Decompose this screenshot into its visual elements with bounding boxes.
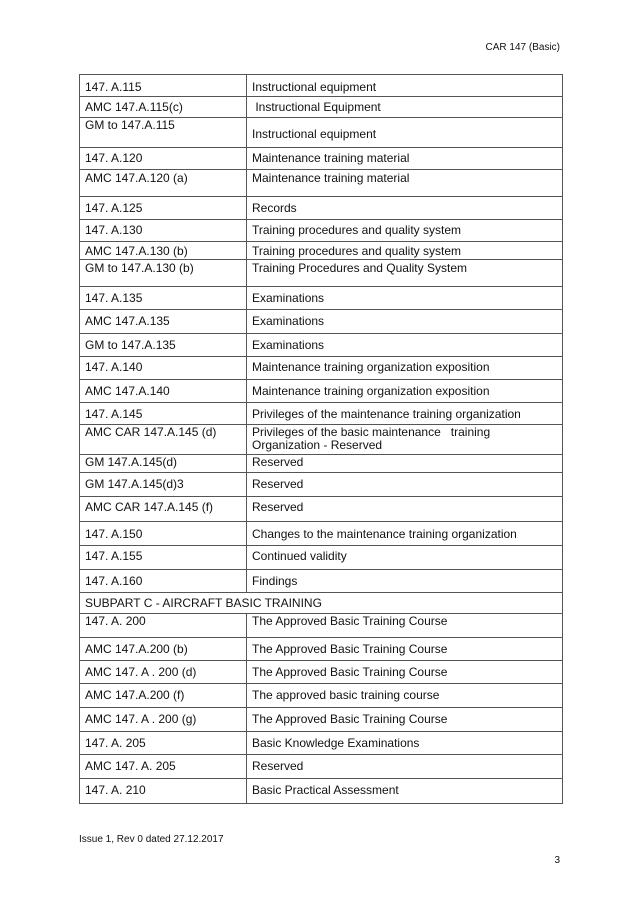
reference-cell: AMC 147. A . 200 (g) — [80, 708, 247, 732]
reference-cell: AMC 147.A.115(c) — [80, 97, 247, 118]
reference-cell: 147. A.130 — [80, 220, 247, 242]
title-cell: Basic Knowledge Examinations — [247, 732, 563, 755]
reference-cell: AMC 147.A.135 — [80, 310, 247, 334]
reference-cell: GM to 147.A.115 — [80, 118, 247, 148]
title-cell: Continued validity — [247, 546, 563, 570]
title-cell: Maintenance training material — [247, 170, 563, 197]
table-row — [80, 732, 563, 755]
title-cell: Maintenance training organization exposition — [247, 380, 563, 403]
reference-cell: 147. A.115 — [80, 75, 247, 97]
title-cell: Instructional equipment — [247, 118, 563, 148]
title-cell: Maintenance training organization exposition — [247, 357, 563, 380]
table-row — [80, 684, 563, 708]
table-row — [80, 661, 563, 684]
table-row — [80, 755, 563, 779]
section-heading-row — [80, 593, 563, 614]
reference-cell: AMC 147.A.140 — [80, 380, 247, 403]
table-row — [80, 614, 563, 638]
title-cell: Training procedures and quality system — [247, 242, 563, 260]
reference-cell: AMC 147.A.120 (a) — [80, 170, 247, 197]
table-row — [80, 148, 563, 170]
reference-cell: 147. A.150 — [80, 522, 247, 546]
table-row — [80, 403, 563, 425]
title-cell: The Approved Basic Training Course — [247, 638, 563, 661]
table-row — [80, 242, 563, 260]
title-cell: Records — [247, 197, 563, 220]
table-row — [80, 779, 563, 804]
title-cell: The approved basic training course — [247, 684, 563, 708]
title-cell: The Approved Basic Training Course — [247, 614, 563, 638]
table-row — [80, 118, 563, 148]
reference-cell: AMC CAR 147.A.145 (d) — [80, 425, 247, 455]
reference-cell: AMC 147. A . 200 (d) — [80, 661, 247, 684]
title-cell: Changes to the maintenance training organization — [247, 522, 563, 546]
reference-cell: AMC 147.A.200 (b) — [80, 638, 247, 661]
section-heading: SUBPART C - AIRCRAFT BASIC TRAINING — [80, 593, 563, 614]
contents-table — [79, 74, 563, 804]
title-cell: Reserved — [247, 755, 563, 779]
reference-cell: GM to 147.A.135 — [80, 334, 247, 357]
title-cell: Maintenance training material — [247, 148, 563, 170]
page-number: 3 — [554, 855, 560, 866]
table-row — [80, 380, 563, 403]
contents-table-body — [80, 75, 563, 804]
table-row — [80, 522, 563, 546]
reference-cell: 147. A.160 — [80, 570, 247, 593]
table-row — [80, 197, 563, 220]
table-row — [80, 638, 563, 661]
reference-cell: 147. A.155 — [80, 546, 247, 570]
table-row — [80, 287, 563, 310]
reference-cell: AMC 147.A.130 (b) — [80, 242, 247, 260]
reference-cell: 147. A.145 — [80, 403, 247, 425]
reference-cell: 147. A.135 — [80, 287, 247, 310]
table-row — [80, 570, 563, 593]
table-row — [80, 546, 563, 570]
reference-cell: GM 147.A.145(d)3 — [80, 473, 247, 497]
reference-cell: 147. A.120 — [80, 148, 247, 170]
table-row — [80, 310, 563, 334]
table-row — [80, 334, 563, 357]
reference-cell: 147. A.140 — [80, 357, 247, 380]
reference-cell: AMC CAR 147.A.145 (f) — [80, 497, 247, 522]
title-cell: Reserved — [247, 497, 563, 522]
title-cell: Reserved — [247, 455, 563, 473]
title-cell: The Approved Basic Training Course — [247, 661, 563, 684]
table-row — [80, 220, 563, 242]
table-row — [80, 455, 563, 473]
title-cell: Reserved — [247, 473, 563, 497]
title-cell: The Approved Basic Training Course — [247, 708, 563, 732]
title-cell: Training procedures and quality system — [247, 220, 563, 242]
title-cell: Instructional Equipment — [247, 97, 563, 118]
reference-cell: GM to 147.A.130 (b) — [80, 260, 247, 287]
title-cell: Privileges of the maintenance training organization — [247, 403, 563, 425]
title-cell: Instructional equipment — [247, 75, 563, 97]
title-cell: Training Procedures and Quality System — [247, 260, 563, 287]
table-row — [80, 170, 563, 197]
issue-revision-footer: Issue 1, Rev 0 dated 27.12.2017 — [79, 834, 224, 845]
title-cell: Basic Practical Assessment — [247, 779, 563, 804]
table-row — [80, 473, 563, 497]
title-cell: Privileges of the basic maintenance training Organization - Reserved — [247, 425, 563, 455]
reference-cell: 147. A. 205 — [80, 732, 247, 755]
table-row — [80, 357, 563, 380]
table-row — [80, 97, 563, 118]
title-cell: Examinations — [247, 287, 563, 310]
reference-cell: 147. A. 210 — [80, 779, 247, 804]
reference-cell: 147. A. 200 — [80, 614, 247, 638]
title-cell: Findings — [247, 570, 563, 593]
reference-cell: AMC 147. A. 205 — [80, 755, 247, 779]
table-row — [80, 425, 563, 455]
table-row — [80, 260, 563, 287]
title-cell: Examinations — [247, 310, 563, 334]
document-title-header: CAR 147 (Basic) — [485, 42, 560, 53]
table-row — [80, 708, 563, 732]
reference-cell: 147. A.125 — [80, 197, 247, 220]
title-cell: Examinations — [247, 334, 563, 357]
table-row — [80, 75, 563, 97]
table-row — [80, 497, 563, 522]
reference-cell: AMC 147.A.200 (f) — [80, 684, 247, 708]
reference-cell: GM 147.A.145(d) — [80, 455, 247, 473]
